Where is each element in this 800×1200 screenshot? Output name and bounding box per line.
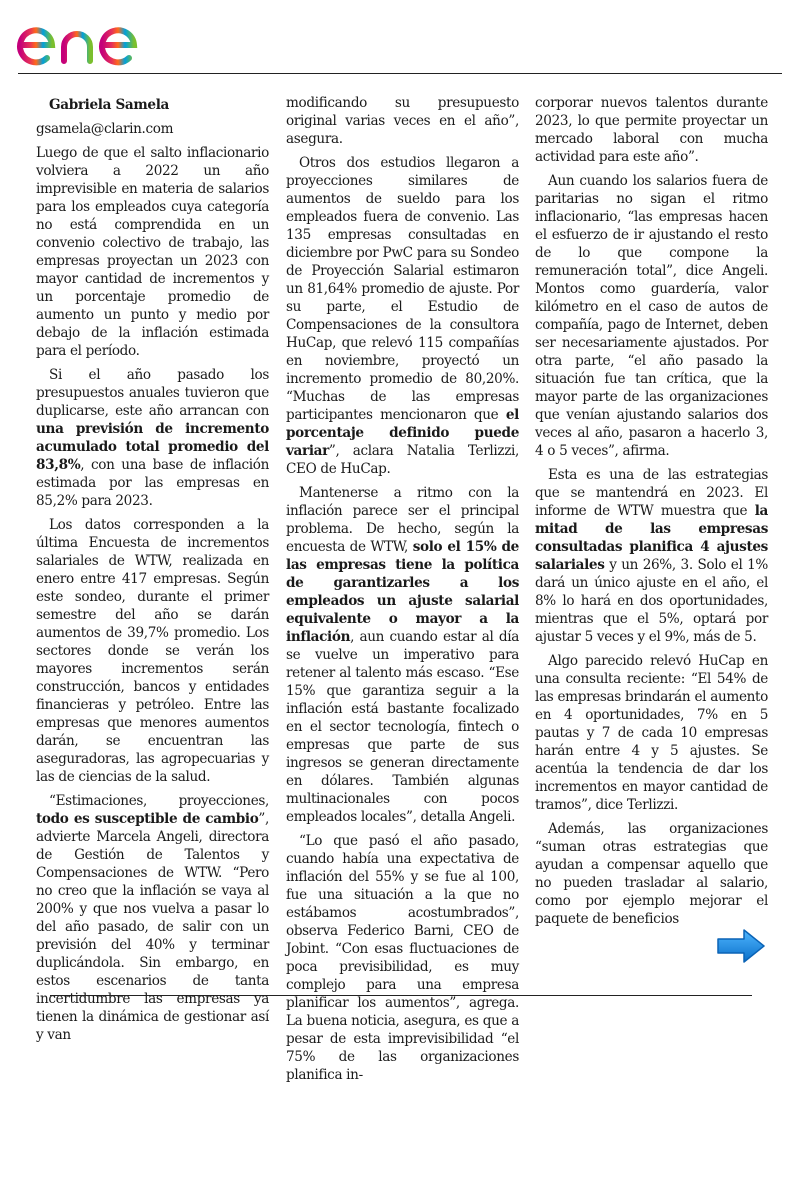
header-rule xyxy=(18,73,782,74)
article-column-1 xyxy=(36,96,269,1050)
paragraph: Luego de que el salto inflacionario volviera a 2022 un año imprevisible en materia de salarios para los empleados cuya categoría no está comprendida en un convenio colectivo de trabajo, las empresas proyectan un 2023 con mayor cantidad de incrementos y un porcentaje promedio de aumento un punto y medio por debajo de la inflación estimada para el período. xyxy=(36,145,269,359)
paragraph: Los datos corresponden a la última Encuesta de incrementos salariales de WTW, realizada en enero entre 417 empresas. Según este sondeo, durante el primer semestre del año se darán aumentos de 39,7% promedio. Los sectores donde se verán los mayores incrementos serán construcción, bancos y entidades financieras y petróleo. Entre las empresas que menores aumentos darán, se encuentran las aseguradoras, las agropecuarias y las de ciencias de la salud. xyxy=(36,517,269,785)
paragraph: Mantenerse a ritmo con la inflación parece ser el principal problema. De hecho, según la encuesta de WTW, solo el 15% de las empresas tiene la política de garantizarles a los empleados un ajuste salarial equivalente o mayor a la inflación, aun cuando estar al día se vuelve un imperativo para retener al talento más escaso. “Ese 15% que garantiza seguir a la inflación está bastante focalizado en el sector tecnología, fintech o empresas que parte de sus ingresos se generan directamente en dólares. También algunas multinacionales con pocos empleados locales”, detalla Angeli. xyxy=(286,485,519,825)
paragraph: Otros dos estudios llegaron a proyecciones similares de aumentos de sueldo para los empleados fuera de convenio. Las 135 empresas consultadas en diciembre por PwC para su Sondeo de Proyección Salarial estimaron un 81,64% promedio de ajuste. Por su parte, el Estudio de Compensaciones de la consultora HuCap, que relevó 115 compañías en noviembre, proyectó un incremento promedio de 80,20%. “Muchas de las empresas participantes mencionaron que el porcentaje definido puede variar”, aclara Natalia Terlizzi, CEO de HuCap. xyxy=(286,155,519,477)
paragraph: modificando su presupuesto original varias veces en el año”, asegura. xyxy=(286,95,519,147)
paragraph: Aun cuando los salarios fuera de paritarias no sigan el ritmo inflacionario, “las empresas hacen el esfuerzo de ir ajustando el resto de lo que compone la remuneración total”, dice Angeli. Montos como guardería, valor kilómetro en el caso de autos de compañía, pago de Internet, deben ser necesariamente ajustados. Por otra parte, “el año pasado la situación fue tan crítica, que la mayor parte de las organizaciones que venían ajustando salarios dos veces al año, pasaron a hacerlo 3, 4 o 5 veces”, afirma. xyxy=(535,173,768,459)
article-column-3 xyxy=(535,94,768,934)
highlight-text: una previsión de incremento acumulado total promedio del 83,8% xyxy=(36,421,269,473)
author-name: Gabriela Samela xyxy=(49,97,169,113)
paragraph: corporar nuevos talentos durante 2023, lo que permite proyectar un mercado laboral con mucha actividad para este año”. xyxy=(535,95,768,165)
highlight-text: la mitad de las empresas consultadas planifica 4 ajustes salariales xyxy=(535,503,768,573)
arrow-right-icon[interactable] xyxy=(716,928,766,964)
highlight-text: todo es susceptible de cambio xyxy=(36,811,259,827)
highlight-text: el porcentaje definido puede variar xyxy=(286,407,519,459)
paragraph: Esta es una de las estrategias que se mantendrá en 2023. El informe de WTW muestra que la mitad de las empresas consultadas planifica 4 ajustes salariales y un 26%, 3. Solo el 1% dará un único ajuste en el año, el 8% lo hará en dos oportunidades, mientras que el 5%, optará por ajustar 5 veces y el 9%, más de 5. xyxy=(535,467,768,645)
paragraph: Además, las organizaciones “suman otras estrategias que ayudan a compensar aquello que no pueden trasladar al salario, como por ejemplo mejorar el paquete de beneficios xyxy=(535,821,768,927)
enel-logo xyxy=(16,14,176,68)
footer-rule xyxy=(50,995,752,996)
author-email[interactable]: gsamela@clarin.com xyxy=(36,121,174,137)
paragraph: “Estimaciones, proyecciones, todo es susceptible de cambio”, advierte Marcela Angeli, directora de Gestión de Talentos y Compensaciones de WTW. “Pero no creo que la inflación se vaya al 200% y que nos vuelva a pasar lo del año pasado, de salir con un previsión del 40% y terminar duplicándola. Sin embargo, en estos escenarios de tanta incertidumbre las empresas ya tienen la dinámica de gestionar así y van xyxy=(36,793,269,1043)
highlight-text: solo el 15% de las empresas tiene la política de garantizarles a los empleados un ajuste salarial equivalente o mayor a la inflación xyxy=(286,539,519,645)
paragraph: Si el año pasado los presupuestos anuales tuvieron que duplicarse, este año arrancan con una previsión de incremento acumulado total promedio del 83,8%, con una base de inflación estimada por las empresas en 85,2% para 2023. xyxy=(36,367,269,509)
article-column-2 xyxy=(286,94,519,1090)
paragraph: Algo parecido relevó HuCap en una consulta reciente: “El 54% de las empresas brindarán el aumento en 4 oportunidades, 7% en 5 pautas y 7 de cada 10 empresas harán entre 4 y 5 ajustes. Se acentúa la tendencia de dar los incrementos en mayor cantidad de tramos”, dice Terlizzi. xyxy=(535,653,768,813)
paragraph: “Lo que pasó el año pasado, cuando había una expectativa de inflación del 55% y se fue al 100, fue una situación a la que no estábamos acostumbrados”, observa Federico Barni, CEO de Jobint. “Con esas fluctuaciones de poca previsibilidad, es muy complejo para una empresa planificar los aumentos”, agrega. La buena noticia, asegura, es que a pesar de esta imprevisibilidad “el 75% de las organizaciones planifica in- xyxy=(286,833,519,1083)
